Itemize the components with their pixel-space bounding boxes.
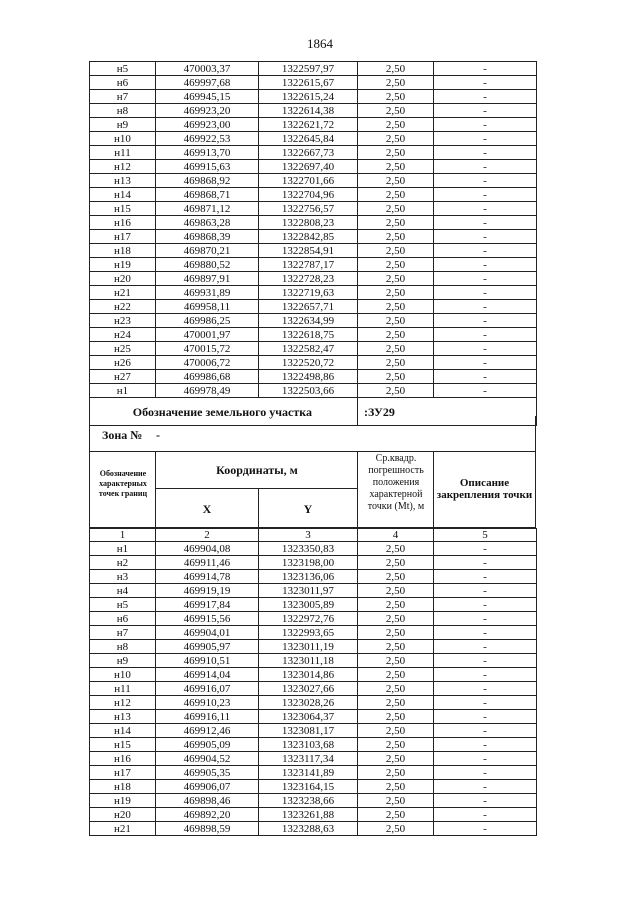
x-coordinate-cell: 469915,56: [156, 612, 259, 626]
y-coordinate-cell: 1322520,72: [259, 356, 358, 370]
point-id-cell: н13: [90, 710, 156, 724]
point-id-cell: н15: [90, 202, 156, 216]
table-row: [90, 188, 537, 202]
y-coordinate-cell: 1323261,88: [259, 808, 358, 822]
y-coordinate-cell: 1322842,85: [259, 230, 358, 244]
description-cell: -: [434, 146, 537, 160]
y-coordinate-cell: 1323238,66: [259, 794, 358, 808]
point-id-cell: н14: [90, 188, 156, 202]
error-cell: 2,50: [358, 104, 434, 118]
x-coordinate-cell: 469945,15: [156, 90, 259, 104]
x-coordinate-cell: 469958,11: [156, 300, 259, 314]
description-cell: -: [434, 174, 537, 188]
error-cell: 2,50: [358, 780, 434, 794]
x-coordinate-cell: 469978,49: [156, 384, 259, 398]
table-row: [90, 780, 537, 794]
error-cell: 2,50: [358, 244, 434, 258]
error-cell: 2,50: [358, 286, 434, 300]
description-cell: -: [434, 794, 537, 808]
y-coordinate-cell: 1322621,72: [259, 118, 358, 132]
table-row: [90, 258, 537, 272]
description-cell: -: [434, 202, 537, 216]
x-coordinate-cell: 469911,46: [156, 556, 259, 570]
column-numbers-row: [90, 529, 537, 542]
table-row: [90, 598, 537, 612]
point-id-cell: н4: [90, 584, 156, 598]
point-id-cell: н24: [90, 328, 156, 342]
point-id-cell: н10: [90, 132, 156, 146]
error-cell: 2,50: [358, 640, 434, 654]
y-coordinate-cell: 1323011,18: [259, 654, 358, 668]
table-row: [90, 300, 537, 314]
table-row: [90, 710, 537, 724]
x-coordinate-cell: 469916,11: [156, 710, 259, 724]
point-id-cell: н1: [90, 542, 156, 556]
y-coordinate-cell: 1323103,68: [259, 738, 358, 752]
error-cell: 2,50: [358, 62, 434, 76]
y-coordinate-cell: 1323005,89: [259, 598, 358, 612]
point-id-cell: н16: [90, 216, 156, 230]
x-coordinate-cell: 469986,25: [156, 314, 259, 328]
point-id-cell: н26: [90, 356, 156, 370]
point-id-cell: н8: [90, 104, 156, 118]
error-cell: 2,50: [358, 230, 434, 244]
x-coordinate-cell: 469898,59: [156, 822, 259, 836]
description-cell: -: [434, 556, 537, 570]
error-cell: 2,50: [358, 570, 434, 584]
zone-row: [90, 416, 535, 452]
x-coordinate-cell: 469923,20: [156, 104, 259, 118]
error-cell: 2,50: [358, 314, 434, 328]
x-coordinate-cell: 469870,21: [156, 244, 259, 258]
point-id-cell: н11: [90, 146, 156, 160]
table-row: [90, 766, 537, 780]
table-row: [90, 556, 537, 570]
point-id-cell: н22: [90, 300, 156, 314]
x-coordinate-cell: 469906,07: [156, 780, 259, 794]
y-coordinate-cell: 1322728,23: [259, 272, 358, 286]
table-row: [90, 794, 537, 808]
point-id-cell: н17: [90, 230, 156, 244]
y-coordinate-cell: 1323014,86: [259, 668, 358, 682]
table-row: [90, 384, 537, 398]
zone-label: Зона №: [102, 428, 143, 442]
description-cell: -: [434, 300, 537, 314]
description-cell: -: [434, 132, 537, 146]
table-row: [90, 822, 537, 836]
x-coordinate-cell: 470015,72: [156, 342, 259, 356]
description-cell: -: [434, 258, 537, 272]
error-cell: 2,50: [358, 822, 434, 836]
point-id-cell: н11: [90, 682, 156, 696]
description-cell: -: [434, 780, 537, 794]
description-cell: -: [434, 668, 537, 682]
error-cell: 2,50: [358, 342, 434, 356]
error-cell: 2,50: [358, 766, 434, 780]
error-cell: 2,50: [358, 328, 434, 342]
x-coordinate-cell: 469910,23: [156, 696, 259, 710]
table-row: [90, 342, 537, 356]
error-cell: 2,50: [358, 626, 434, 640]
table-row: [90, 626, 537, 640]
error-cell: 2,50: [358, 356, 434, 370]
point-id-cell: н8: [90, 640, 156, 654]
description-cell: -: [434, 286, 537, 300]
error-cell: 2,50: [358, 696, 434, 710]
description-cell: -: [434, 370, 537, 384]
y-coordinate-cell: 1322615,24: [259, 90, 358, 104]
table-row: [90, 542, 537, 556]
header-coordinates: Координаты, м: [156, 451, 358, 489]
x-coordinate-cell: 469922,53: [156, 132, 259, 146]
point-id-cell: н18: [90, 244, 156, 258]
error-cell: 2,50: [358, 188, 434, 202]
description-cell: -: [434, 766, 537, 780]
table-row: [90, 640, 537, 654]
description-cell: -: [434, 90, 537, 104]
x-coordinate-cell: 469904,52: [156, 752, 259, 766]
table-row: [90, 286, 537, 300]
x-coordinate-cell: 469997,68: [156, 76, 259, 90]
point-id-cell: н10: [90, 668, 156, 682]
y-coordinate-cell: 1322614,38: [259, 104, 358, 118]
y-coordinate-cell: 1322498,86: [259, 370, 358, 384]
y-coordinate-cell: 1323198,00: [259, 556, 358, 570]
table-row: [90, 612, 537, 626]
point-id-cell: н25: [90, 342, 156, 356]
column-number: 5: [434, 529, 537, 542]
point-id-cell: н13: [90, 174, 156, 188]
y-coordinate-cell: 1322808,23: [259, 216, 358, 230]
point-id-cell: н16: [90, 752, 156, 766]
error-cell: 2,50: [358, 612, 434, 626]
description-cell: -: [434, 654, 537, 668]
coordinates-table-bottom: [89, 528, 537, 836]
description-cell: -: [434, 160, 537, 174]
y-coordinate-cell: 1322597,97: [259, 62, 358, 76]
table-row: [90, 724, 537, 738]
point-id-cell: н9: [90, 654, 156, 668]
y-coordinate-cell: 1322701,66: [259, 174, 358, 188]
description-cell: -: [434, 230, 537, 244]
description-cell: -: [434, 598, 537, 612]
x-coordinate-cell: 470006,72: [156, 356, 259, 370]
description-cell: -: [434, 62, 537, 76]
table-row: [90, 738, 537, 752]
point-id-cell: н23: [90, 314, 156, 328]
y-coordinate-cell: 1323288,63: [259, 822, 358, 836]
point-id-cell: н19: [90, 794, 156, 808]
description-cell: -: [434, 696, 537, 710]
table-row: [90, 370, 537, 384]
description-cell: -: [434, 118, 537, 132]
error-cell: 2,50: [358, 584, 434, 598]
y-coordinate-cell: 1322704,96: [259, 188, 358, 202]
x-coordinate-cell: 469986,68: [156, 370, 259, 384]
x-coordinate-cell: 469914,04: [156, 668, 259, 682]
table-row: [90, 570, 537, 584]
y-coordinate-cell: 1323027,66: [259, 682, 358, 696]
description-cell: -: [434, 626, 537, 640]
x-coordinate-cell: 469914,78: [156, 570, 259, 584]
parcel-value: :ЗУ29: [358, 398, 537, 426]
point-id-cell: н21: [90, 822, 156, 836]
point-id-cell: н21: [90, 286, 156, 300]
error-cell: 2,50: [358, 710, 434, 724]
table-row: [90, 146, 537, 160]
header-error: Ср.квадр. погрешность положения характерной точки (Mt), м: [358, 451, 434, 528]
error-cell: 2,50: [358, 654, 434, 668]
description-cell: -: [434, 104, 537, 118]
description-cell: -: [434, 738, 537, 752]
error-cell: 2,50: [358, 76, 434, 90]
zone-value: -: [156, 428, 160, 442]
column-number: 4: [358, 529, 434, 542]
x-coordinate-cell: 469905,97: [156, 640, 259, 654]
x-coordinate-cell: 469912,46: [156, 724, 259, 738]
error-cell: 2,50: [358, 542, 434, 556]
table-row: [90, 90, 537, 104]
point-id-cell: н7: [90, 626, 156, 640]
y-coordinate-cell: 1323164,15: [259, 780, 358, 794]
description-cell: -: [434, 822, 537, 836]
description-cell: -: [434, 612, 537, 626]
y-coordinate-cell: 1322667,73: [259, 146, 358, 160]
y-coordinate-cell: 1323011,19: [259, 640, 358, 654]
x-coordinate-cell: 469905,09: [156, 738, 259, 752]
x-coordinate-cell: 470001,97: [156, 328, 259, 342]
y-coordinate-cell: 1322634,99: [259, 314, 358, 328]
point-id-cell: н9: [90, 118, 156, 132]
x-coordinate-cell: 469868,92: [156, 174, 259, 188]
x-coordinate-cell: 469931,89: [156, 286, 259, 300]
x-coordinate-cell: 469910,51: [156, 654, 259, 668]
error-cell: 2,50: [358, 724, 434, 738]
point-id-cell: н5: [90, 598, 156, 612]
table-row: [90, 230, 537, 244]
y-coordinate-cell: 1322756,57: [259, 202, 358, 216]
error-cell: 2,50: [358, 738, 434, 752]
y-coordinate-cell: 1323028,26: [259, 696, 358, 710]
x-coordinate-cell: 469892,20: [156, 808, 259, 822]
y-coordinate-cell: 1322615,67: [259, 76, 358, 90]
description-cell: -: [434, 682, 537, 696]
parcel-label: Обозначение земельного участка: [90, 398, 358, 426]
description-cell: -: [434, 808, 537, 822]
point-id-cell: н6: [90, 612, 156, 626]
error-cell: 2,50: [358, 370, 434, 384]
zone-header: [89, 416, 536, 528]
coordinates-table-top: [89, 61, 537, 426]
y-coordinate-cell: 1322503,66: [259, 384, 358, 398]
y-coordinate-cell: 1322618,75: [259, 328, 358, 342]
table-row: [90, 174, 537, 188]
point-id-cell: н17: [90, 766, 156, 780]
x-coordinate-cell: 469871,12: [156, 202, 259, 216]
error-cell: 2,50: [358, 160, 434, 174]
point-id-cell: н7: [90, 90, 156, 104]
x-coordinate-cell: 469915,63: [156, 160, 259, 174]
table-row: [90, 356, 537, 370]
description-cell: -: [434, 584, 537, 598]
error-cell: 2,50: [358, 598, 434, 612]
header-description: Описание закрепления точки: [436, 477, 533, 501]
x-coordinate-cell: 469919,19: [156, 584, 259, 598]
page-number: 1864: [307, 36, 333, 51]
description-cell: -: [434, 216, 537, 230]
error-cell: 2,50: [358, 118, 434, 132]
description-cell: -: [434, 342, 537, 356]
description-cell: -: [434, 328, 537, 342]
y-coordinate-cell: 1323064,37: [259, 710, 358, 724]
header-point: Обозначение характерных точек границ: [90, 451, 156, 528]
table-row: [90, 104, 537, 118]
y-coordinate-cell: 1322657,71: [259, 300, 358, 314]
x-coordinate-cell: 469905,35: [156, 766, 259, 780]
error-cell: 2,50: [358, 794, 434, 808]
point-id-cell: н27: [90, 370, 156, 384]
error-cell: 2,50: [358, 272, 434, 286]
x-coordinate-cell: 469863,28: [156, 216, 259, 230]
x-coordinate-cell: 469904,01: [156, 626, 259, 640]
x-coordinate-cell: 470003,37: [156, 62, 259, 76]
error-cell: 2,50: [358, 90, 434, 104]
table-row: [90, 682, 537, 696]
point-id-cell: н20: [90, 272, 156, 286]
error-cell: 2,50: [358, 752, 434, 766]
point-id-cell: н2: [90, 556, 156, 570]
error-cell: 2,50: [358, 808, 434, 822]
header-y: Y: [259, 489, 358, 528]
y-coordinate-cell: 1322719,63: [259, 286, 358, 300]
table-row: [90, 160, 537, 174]
y-coordinate-cell: 1322972,76: [259, 612, 358, 626]
error-cell: 2,50: [358, 202, 434, 216]
column-number: 3: [259, 529, 358, 542]
error-cell: 2,50: [358, 258, 434, 272]
description-cell: -: [434, 570, 537, 584]
error-cell: 2,50: [358, 146, 434, 160]
point-id-cell: н15: [90, 738, 156, 752]
x-coordinate-cell: 469916,07: [156, 682, 259, 696]
description-cell: -: [434, 542, 537, 556]
x-coordinate-cell: 469923,00: [156, 118, 259, 132]
x-coordinate-cell: 469904,08: [156, 542, 259, 556]
table-row: [90, 696, 537, 710]
y-coordinate-cell: 1323141,89: [259, 766, 358, 780]
error-cell: 2,50: [358, 384, 434, 398]
table-row: [90, 62, 537, 76]
column-number: 1: [90, 529, 156, 542]
point-id-cell: н12: [90, 160, 156, 174]
y-coordinate-cell: 1323011,97: [259, 584, 358, 598]
x-coordinate-cell: 469917,84: [156, 598, 259, 612]
y-coordinate-cell: 1322582,47: [259, 342, 358, 356]
point-id-cell: н12: [90, 696, 156, 710]
point-id-cell: н5: [90, 62, 156, 76]
x-coordinate-cell: 469868,39: [156, 230, 259, 244]
error-cell: 2,50: [358, 682, 434, 696]
y-coordinate-cell: 1322645,84: [259, 132, 358, 146]
table-row: [90, 118, 537, 132]
header-x: X: [156, 489, 259, 528]
point-id-cell: н6: [90, 76, 156, 90]
table-row: [90, 216, 537, 230]
table-row: [90, 202, 537, 216]
table-row: [90, 328, 537, 342]
table-row: [90, 654, 537, 668]
description-cell: -: [434, 640, 537, 654]
y-coordinate-cell: 1322787,17: [259, 258, 358, 272]
description-cell: -: [434, 724, 537, 738]
point-id-cell: н20: [90, 808, 156, 822]
point-id-cell: н18: [90, 780, 156, 794]
y-coordinate-cell: 1322697,40: [259, 160, 358, 174]
x-coordinate-cell: 469897,91: [156, 272, 259, 286]
error-cell: 2,50: [358, 174, 434, 188]
error-cell: 2,50: [358, 216, 434, 230]
description-cell: -: [434, 244, 537, 258]
table-row: [90, 272, 537, 286]
x-coordinate-cell: 469880,52: [156, 258, 259, 272]
point-id-cell: н14: [90, 724, 156, 738]
x-coordinate-cell: 469913,70: [156, 146, 259, 160]
y-coordinate-cell: 1323136,06: [259, 570, 358, 584]
table-row: [90, 668, 537, 682]
description-cell: -: [434, 272, 537, 286]
y-coordinate-cell: 1323350,83: [259, 542, 358, 556]
description-cell: -: [434, 76, 537, 90]
table-row: [90, 584, 537, 598]
table-row: [90, 132, 537, 146]
point-id-cell: н3: [90, 570, 156, 584]
y-coordinate-cell: 1322993,65: [259, 626, 358, 640]
description-cell: -: [434, 188, 537, 202]
x-coordinate-cell: 469868,71: [156, 188, 259, 202]
error-cell: 2,50: [358, 132, 434, 146]
description-cell: -: [434, 384, 537, 398]
table-row: [90, 76, 537, 90]
error-cell: 2,50: [358, 668, 434, 682]
description-cell: -: [434, 356, 537, 370]
table-row: [90, 244, 537, 258]
point-id-cell: н1: [90, 384, 156, 398]
y-coordinate-cell: 1323117,34: [259, 752, 358, 766]
x-coordinate-cell: 469898,46: [156, 794, 259, 808]
column-number: 2: [156, 529, 259, 542]
y-coordinate-cell: 1323081,17: [259, 724, 358, 738]
point-id-cell: н19: [90, 258, 156, 272]
table-row: [90, 752, 537, 766]
table-row: [90, 808, 537, 822]
table-row: [90, 314, 537, 328]
error-cell: 2,50: [358, 300, 434, 314]
description-cell: -: [434, 710, 537, 724]
description-cell: -: [434, 752, 537, 766]
description-cell: -: [434, 314, 537, 328]
error-cell: 2,50: [358, 556, 434, 570]
y-coordinate-cell: 1322854,91: [259, 244, 358, 258]
